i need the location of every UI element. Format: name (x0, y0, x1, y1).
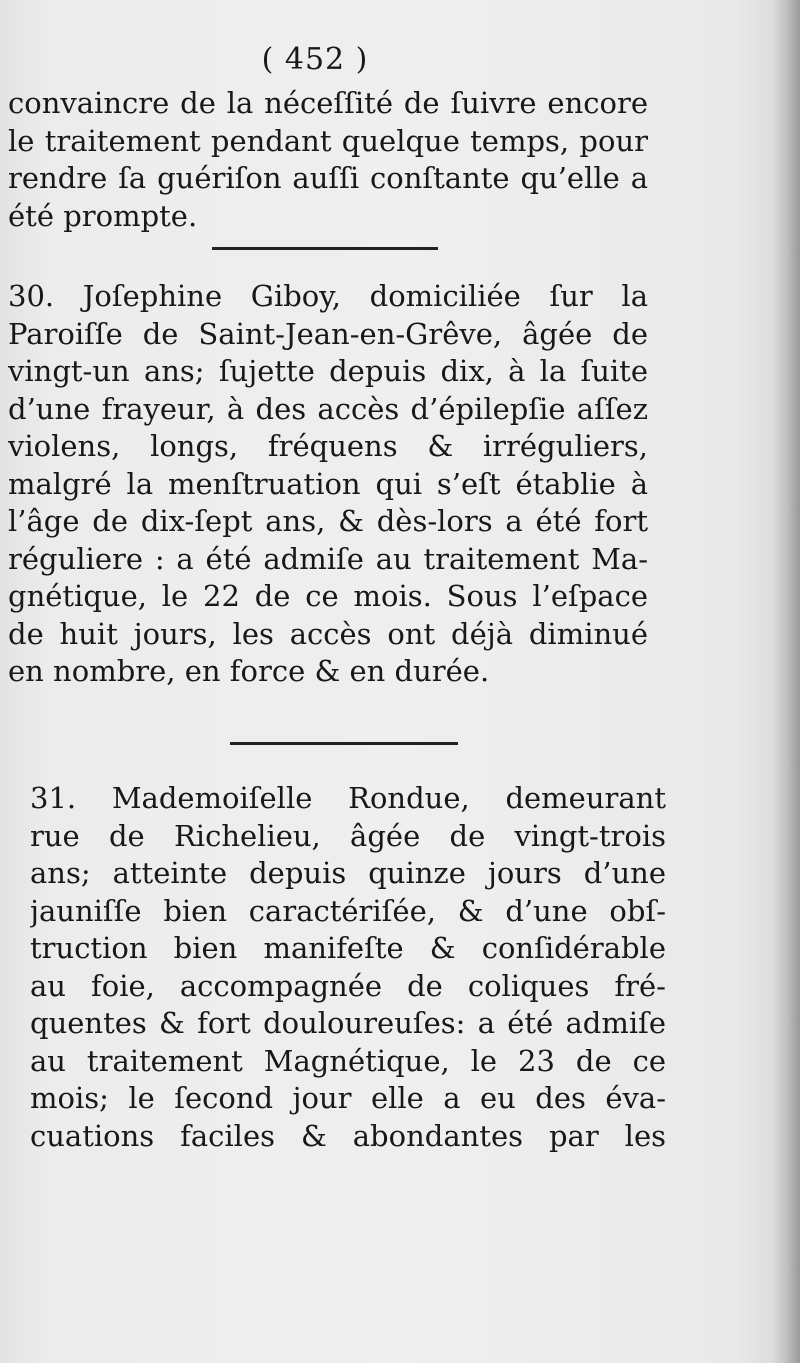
page-number: ( 452 ) (261, 42, 369, 77)
text-line: au foie, accompagnée de coliques fré- (30, 968, 666, 1003)
text-line: rendre ſa guériſon auſſi conſtante qu’elle a (8, 161, 648, 195)
text-line: 30. Joſephine Giboy, domiciliée ſur la (8, 279, 648, 313)
text-line: vingt-un ans; ſujette depuis dix, à la ſuite (8, 354, 648, 388)
text-line: gnétique, le 22 de ce mois. Sous l’eſpace (8, 579, 648, 613)
text-line: ans; atteinte depuis quinze jours d’une (30, 856, 666, 890)
text-line: le traitement pendant quelque temps, pour (8, 123, 648, 158)
text-line: été prompte. (8, 198, 198, 233)
carryover-paragraph (8, 85, 648, 235)
text-line: de huit jours, les accès ont déjà diminué (8, 616, 648, 651)
text-line: convaincre de la néceſſité de ſuivre encore (8, 86, 648, 120)
text-line: au traitement Magnétique, le 23 de ce (30, 1043, 666, 1078)
entry-31-paragraph (30, 780, 666, 1155)
text-line: violens, longs, fréquens & irréguliers, (8, 429, 648, 463)
entry-30-paragraph (8, 278, 648, 691)
section-divider (212, 247, 438, 250)
text-line: 31. Mademoiſelle Rondue, demeurant (30, 781, 666, 815)
text-line: truction bien manifeſte & conſidérable (30, 931, 666, 965)
text-line: malgré la menſtruation qui s’eſt établie à (8, 466, 648, 501)
text-line: cuations faciles & abondantes par les (30, 1118, 666, 1153)
section-divider (230, 742, 458, 745)
text-line: l’âge de dix-ſept ans, & dès-lors a été fort (8, 504, 648, 538)
text-line: Paroiſſe de Saint-Jean-en-Grêve, âgée de (8, 316, 648, 351)
text-line: réguliere : a été admiſe au traitement Ma- (8, 541, 648, 576)
text-line: jauniſſe bien caractériſée, & d’une obſ- (30, 893, 666, 928)
text-line: quentes & fort douloureuſes: a été admiſe (30, 1006, 666, 1040)
text-line: rue de Richelieu, âgée de vingt-trois (30, 818, 666, 853)
text-line: d’une frayeur, à des accès d’épilepſie aſſez (8, 391, 648, 426)
text-line: mois; le ſecond jour elle a eu des éva- (30, 1081, 666, 1115)
text-line: en nombre, en force & en durée. (8, 654, 490, 688)
page-edge-shadow (772, 0, 800, 1363)
